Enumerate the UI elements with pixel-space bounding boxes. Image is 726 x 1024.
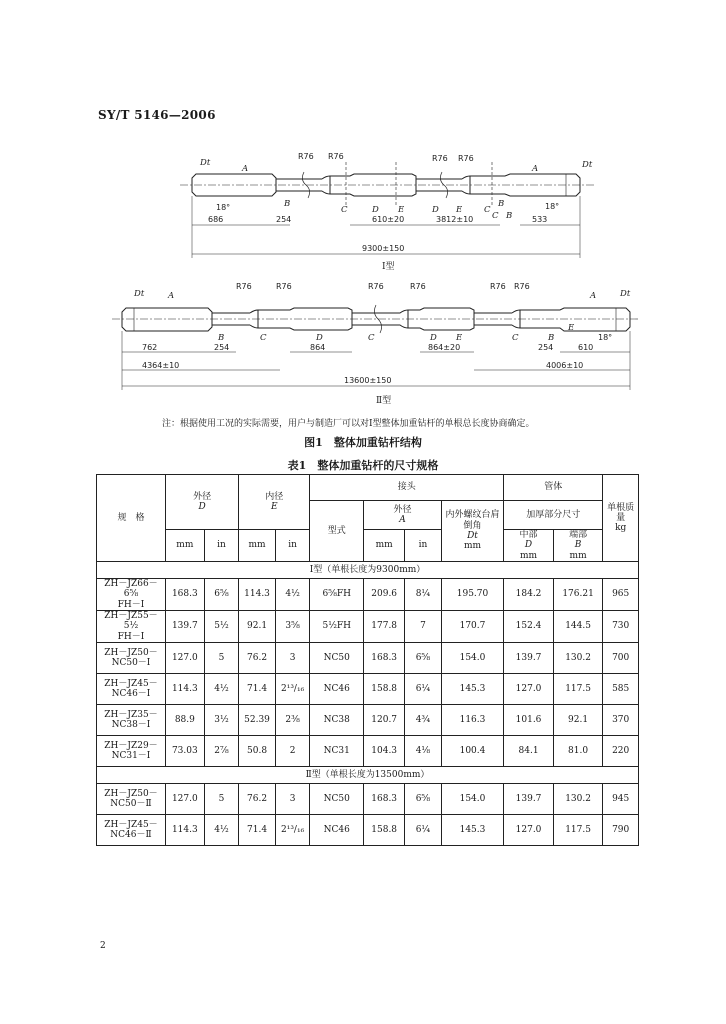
cell-type: NC50 [310, 784, 364, 815]
spec-cell: ZH－JZ45－ NC46－Ⅰ [97, 674, 166, 705]
cell-dt: 170.7 [441, 611, 504, 643]
type1-angle-right: 18° [545, 202, 560, 211]
cell-a-mm: 158.8 [364, 674, 405, 705]
cell-id-mm: 76.2 [239, 643, 276, 674]
type2-dim-4364: 4364±10 [142, 361, 180, 370]
type2-label-r6: R76 [514, 282, 530, 291]
cell-id-in: 3 [275, 784, 309, 815]
cell-dt: 116.3 [441, 705, 504, 736]
cell-od-in: 2⅞ [204, 736, 238, 767]
type1-label-a-left: A [242, 164, 249, 174]
cell-a-mm: 168.3 [364, 643, 405, 674]
section-type2: Ⅱ型（单根长度为13500mm） [97, 767, 639, 784]
unit-a-in: in [405, 530, 442, 562]
cell-a-in: 4¾ [405, 705, 442, 736]
type1-dim-610: 610±20 [372, 215, 405, 224]
type2-label-b2: B [548, 333, 555, 343]
cell-id-in: 4½ [275, 579, 309, 611]
cell-od-mm: 114.3 [165, 674, 204, 705]
cell-id-mm: 50.8 [239, 736, 276, 767]
type1-dim-len-left: 686 [208, 215, 224, 224]
type1-label-b2: B [498, 199, 505, 209]
cell-od-in: 4½ [204, 674, 238, 705]
type1-dim-total: 9300±150 [362, 244, 405, 253]
cell-end: 130.2 [553, 643, 603, 674]
col-spec-header: 规 格 [97, 475, 166, 562]
table-row [97, 674, 639, 705]
cell-a-in: 6¼ [405, 674, 442, 705]
table-row [97, 643, 639, 674]
table-caption: 表1 整体加重钻杆的尺寸规格 [287, 459, 439, 472]
type2-label-d2: D [430, 333, 437, 343]
type2-rows [97, 784, 639, 846]
type2-label-r3: R76 [368, 282, 384, 291]
cell-a-in: 4⅛ [405, 736, 442, 767]
cell-a-in: 6¼ [405, 815, 442, 846]
col-joint-header: 接头 [310, 475, 504, 501]
type1-angle-left: 18° [216, 203, 231, 212]
type2-label-b1: B [218, 333, 225, 343]
spec-cell: ZH－JZ45－ NC46－Ⅱ [97, 815, 166, 846]
unit-id-mm: mm [239, 530, 276, 562]
cell-id-in: 2 [275, 736, 309, 767]
spec-cell: ZH－JZ66－6⅝ FH－Ⅰ [97, 579, 166, 611]
cell-mass: 730 [603, 611, 639, 643]
type2-label-d1: D [316, 333, 323, 343]
type1-dim-3812: 3812±10 [436, 215, 474, 224]
cell-od-in: 5 [204, 784, 238, 815]
cell-id-mm: 71.4 [239, 815, 276, 846]
cell-mass: 945 [603, 784, 639, 815]
table-row [97, 611, 639, 643]
type2-dim-4006: 4006±10 [546, 361, 584, 370]
type1-label-d1: D [372, 205, 379, 215]
type1-label-r2: R76 [328, 152, 344, 161]
spec-cell: ZH－JZ29－ NC31－Ⅰ [97, 736, 166, 767]
type2-label-a-left: A [168, 291, 175, 301]
type1-label-e1: E [398, 205, 405, 215]
cell-od-mm: 114.3 [165, 815, 204, 846]
unit-a-mm: mm [364, 530, 405, 562]
type1-label-e2: E [456, 205, 463, 215]
col-upset-header: 加厚部分尺寸 [504, 501, 603, 530]
type2-dim-len-left: 762 [142, 343, 158, 352]
table-row [97, 784, 639, 815]
type2-dim-864-a: 864 [310, 343, 326, 352]
col-id-header: 内径 E [239, 475, 310, 530]
col-joint-od-header: 外径 A [364, 501, 442, 530]
col-od-header: 外径 D [165, 475, 238, 530]
cell-dt: 100.4 [441, 736, 504, 767]
cell-a-in: 6⅝ [405, 643, 442, 674]
type2-label-r1: R76 [236, 282, 252, 291]
cell-type: 5½FH [310, 611, 364, 643]
type2-label-c1: C [260, 333, 267, 343]
type2-dim-254-right: 254 [538, 343, 554, 352]
type1-rows [97, 579, 639, 767]
spec-cell: ZH－JZ50－ NC50－Ⅰ [97, 643, 166, 674]
type2-dim-864-b: 864±20 [428, 343, 461, 352]
cell-od-mm: 139.7 [165, 611, 204, 643]
cell-mass: 965 [603, 579, 639, 611]
cell-od-mm: 127.0 [165, 643, 204, 674]
cell-od-in: 6⅝ [204, 579, 238, 611]
type1-label-dt-left: Dt [200, 158, 211, 168]
cell-a-mm: 158.8 [364, 815, 405, 846]
cell-type: 6⅝FH [310, 579, 364, 611]
cell-a-mm: 120.7 [364, 705, 405, 736]
cell-end: 130.2 [553, 784, 603, 815]
cell-id-in: 2⅜ [275, 705, 309, 736]
type1-label-a-right: A [532, 164, 539, 174]
cell-mid: 127.0 [504, 674, 554, 705]
col-middle-header: 中部 D mm [504, 530, 554, 562]
cell-a-mm: 177.8 [364, 611, 405, 643]
cell-end: 81.0 [553, 736, 603, 767]
type2-dim-total: 13600±150 [344, 376, 392, 385]
cell-mass: 220 [603, 736, 639, 767]
cell-mid: 84.1 [504, 736, 554, 767]
type1-label-c1: C [341, 205, 348, 215]
cell-mid: 152.4 [504, 611, 554, 643]
cell-dt: 145.3 [441, 815, 504, 846]
cell-end: 144.5 [553, 611, 603, 643]
type1-label-b1: B [284, 199, 291, 209]
cell-end: 117.5 [553, 815, 603, 846]
type2-caption: Ⅱ型 [376, 396, 392, 406]
cell-mass: 700 [603, 643, 639, 674]
cell-od-in: 5 [204, 643, 238, 674]
type1-label-dt-right: Dt [582, 160, 593, 170]
cell-type: NC38 [310, 705, 364, 736]
cell-dt: 145.3 [441, 674, 504, 705]
type2-label-r5: R76 [490, 282, 506, 291]
cell-mass: 585 [603, 674, 639, 705]
cell-type: NC46 [310, 815, 364, 846]
cell-od-in: 5½ [204, 611, 238, 643]
cell-mid: 101.6 [504, 705, 554, 736]
col-end-header: 端部 B mm [553, 530, 603, 562]
type2-label-r2: R76 [276, 282, 292, 291]
unit-od-in: in [204, 530, 238, 562]
page-number: 2 [100, 941, 106, 951]
type2-label-c3: C [512, 333, 519, 343]
col-joint-type-header: 型式 [310, 501, 364, 562]
cell-a-mm: 209.6 [364, 579, 405, 611]
cell-od-mm: 168.3 [165, 579, 204, 611]
cell-dt: 154.0 [441, 784, 504, 815]
type1-label-r1: R76 [298, 152, 314, 161]
type2-label-c2: C [368, 333, 375, 343]
type1-label-r3: R76 [432, 154, 448, 163]
cell-mid: 127.0 [504, 815, 554, 846]
type2-angle: 18° [598, 333, 613, 342]
type2-dim-254-left: 254 [214, 343, 230, 352]
unit-id-in: in [275, 530, 309, 562]
type1-dim-254: 254 [276, 215, 292, 224]
table-row [97, 815, 639, 846]
cell-od-in: 3½ [204, 705, 238, 736]
cell-type: NC31 [310, 736, 364, 767]
cell-dt: 195.70 [441, 579, 504, 611]
cell-type: NC46 [310, 674, 364, 705]
unit-od-mm: mm [165, 530, 204, 562]
col-tube-header: 管体 [504, 475, 603, 501]
cell-end: 176.21 [553, 579, 603, 611]
type2-label-dt-right: Dt [620, 289, 631, 299]
cell-id-mm: 76.2 [239, 784, 276, 815]
cell-od-mm: 88.9 [165, 705, 204, 736]
type1-label-c2: C [484, 205, 491, 215]
type2-label-dt-left: Dt [134, 289, 145, 299]
spec-cell: ZH－JZ55－5½ FH－Ⅰ [97, 611, 166, 643]
type2-label-e2: E [568, 323, 575, 333]
col-bevel-header: 内外螺纹台肩倒角 Dt mm [441, 501, 504, 562]
cell-id-mm: 52.39 [239, 705, 276, 736]
type1-label-c3: C [492, 211, 499, 221]
cell-dt: 154.0 [441, 643, 504, 674]
cell-id-in: 3 [275, 643, 309, 674]
cell-a-in: 7 [405, 611, 442, 643]
cell-type: NC50 [310, 643, 364, 674]
type1-label-r4: R76 [458, 154, 474, 163]
spec-cell: ZH－JZ35－ NC38－Ⅰ [97, 705, 166, 736]
figure-note: 注：根据使用工况的实际需要，用户与制造厂可以对Ⅰ型整体加重钻杆的单根总长度协商确定。 [162, 419, 535, 429]
cell-end: 92.1 [553, 705, 603, 736]
cell-mid: 139.7 [504, 643, 554, 674]
type2-label-a-right: A [590, 291, 597, 301]
type1-label-d2: D [432, 205, 439, 215]
drill-pipe-drawing [0, 0, 726, 420]
cell-id-mm: 71.4 [239, 674, 276, 705]
cell-mass: 370 [603, 705, 639, 736]
figure-caption: 图1 整体加重钻杆结构 [304, 436, 422, 449]
cell-a-mm: 104.3 [364, 736, 405, 767]
cell-mass: 790 [603, 815, 639, 846]
section-type1: Ⅰ型（单根长度为9300mm） [97, 562, 639, 579]
cell-end: 117.5 [553, 674, 603, 705]
cell-id-in: 2¹³/₁₆ [275, 815, 309, 846]
cell-mid: 139.7 [504, 784, 554, 815]
cell-mid: 184.2 [504, 579, 554, 611]
cell-id-in: 3⅝ [275, 611, 309, 643]
cell-od-in: 4½ [204, 815, 238, 846]
type2-label-r4: R76 [410, 282, 426, 291]
cell-a-in: 8¼ [405, 579, 442, 611]
cell-id-mm: 92.1 [239, 611, 276, 643]
type1-caption: Ⅰ型 [382, 262, 395, 272]
type1-label-b3: B [506, 211, 513, 221]
table-row [97, 705, 639, 736]
table-row [97, 579, 639, 611]
type2-dim-len-right: 610 [578, 343, 594, 352]
type1-dim-len-right: 533 [532, 215, 548, 224]
standard-code: SY/T 5146—2006 [98, 108, 216, 122]
type2-label-e1: E [456, 333, 463, 343]
cell-a-in: 6⅝ [405, 784, 442, 815]
cell-od-mm: 127.0 [165, 784, 204, 815]
spec-cell: ZH－JZ50－ NC50－Ⅱ [97, 784, 166, 815]
cell-id-mm: 114.3 [239, 579, 276, 611]
cell-id-in: 2¹³/₁₆ [275, 674, 309, 705]
col-mass-header: 单根质量 kg [603, 475, 639, 562]
cell-od-mm: 73.03 [165, 736, 204, 767]
table-row [97, 736, 639, 767]
spec-table [96, 474, 639, 846]
cell-a-mm: 168.3 [364, 784, 405, 815]
